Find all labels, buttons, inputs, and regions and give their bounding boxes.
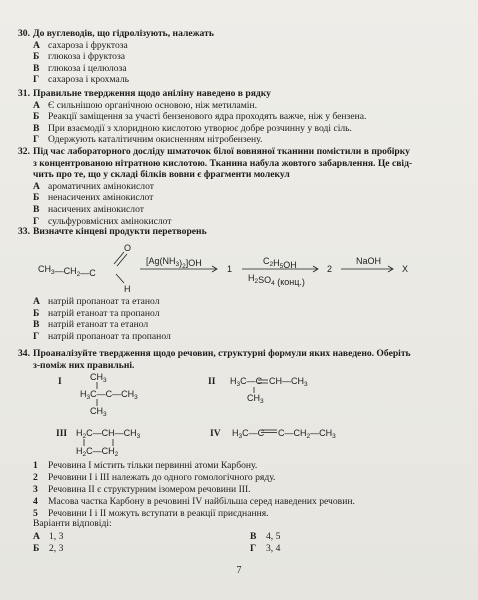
question-number: 34. (18, 348, 30, 359)
answer-b[interactable]: Б 2, 3 (33, 543, 64, 554)
option-v[interactable]: В При взаємодії з хлоридною кислотою утворює добре розчинну у воді сіль. (33, 122, 352, 134)
answer-a[interactable]: А 1, 3 (33, 531, 64, 542)
option-a[interactable]: А натрій пропаноат та етанол (33, 296, 160, 307)
variants-title: Варіанти відповіді: (33, 518, 112, 529)
option-v[interactable]: В натрій етаноат та етанол (33, 319, 149, 331)
oxygen-atom: O (124, 243, 132, 253)
label-i: I (58, 377, 62, 387)
start-compound: $CH_3—CH_2—C$ (38, 264, 96, 278)
question-number: 31. (18, 88, 30, 99)
struct-iii-top: $H_2C—CH—CH_3$ (76, 428, 141, 440)
struct-ii-right: $CH—CH_3$ (269, 376, 308, 388)
statement: 2 Речовини I і III належать до одного гомологічного ряду. (33, 472, 276, 483)
option-v[interactable]: В глюкоза і целюлоза (33, 62, 127, 74)
question-34 (18, 348, 464, 371)
reagent-2-bottom: $H_2SO_4$ (конц.) (248, 273, 305, 287)
double-bond-line-1 (114, 252, 124, 264)
struct-ii-main: $H_3C—C$ (230, 376, 263, 388)
struct-i-top: $CH_3$ (90, 372, 107, 384)
question-33-options (18, 296, 464, 342)
question-number: 30. (18, 28, 30, 39)
struct-iii-bottom: $H_2C—CH_2$ (76, 446, 119, 458)
option-b[interactable]: Б глюкоза і фруктоза (33, 51, 126, 63)
reagent-2-top: $C_2H_5OH$ (263, 256, 297, 270)
question-text: До вуглеводів, що гідролізують, належать (33, 28, 214, 39)
question-text: Правильне твердження щодо аніліну наведено в рядку (33, 88, 271, 99)
product-x: X (402, 264, 409, 274)
option-b[interactable]: Б натрій етаноат та пропанол (33, 307, 160, 319)
struct-ii-bottom: $CH_3$ (247, 393, 264, 405)
option-g[interactable]: Г сульфуровмісних амінокислот (33, 215, 172, 227)
struct-i-bottom: $CH_3$ (90, 406, 107, 418)
statement: 4 Масова частка Карбону в речовині IV найбільша серед наведених речовин. (33, 496, 355, 507)
reagent-3: NaOH (356, 256, 382, 266)
page-number: 7 (236, 565, 242, 576)
reagent-1: $[Ag(NH_3)_2]OH$ (146, 256, 202, 270)
option-v[interactable]: В насичених амінокислот (33, 203, 144, 215)
h-bond-line (116, 274, 124, 283)
question-text: Проаналізуйте твердження щодо речовин, структурні формули яких наведено. Оберіть з-поміж них правильні. (33, 348, 411, 371)
product-1: 1 (227, 264, 233, 274)
question-text: Визначте кінцеві продукти перетворень (33, 226, 207, 237)
question-text: Під час лабораторного досліду шматочок білої вовняної тканини помістили в пробірку з концентрованою нітратною кислотою. Тканина набула жовтого забарвлення. Це свід- чить про те, що у складі білків вовни є фрагменти молекул (33, 146, 413, 181)
answer-g[interactable]: Г 3, 4 (250, 543, 281, 554)
option-a[interactable]: А Є сильнішою органічною основою, ніж метиламін. (33, 99, 257, 111)
label-ii: II (208, 377, 216, 387)
option-b[interactable]: Б Реакції заміщення за участі бензенового ядра проходять важче, ніж у бензена. (33, 111, 367, 123)
double-bond-line-2 (117, 254, 127, 266)
struct-i-mid: $H_3C—C—CH_3$ (80, 389, 138, 401)
label-iii: III (56, 429, 68, 439)
option-g[interactable]: Г натрій пропаноат та пропанол (33, 330, 171, 342)
statements-list (33, 460, 464, 520)
statement: 3 Речовина II є структурним ізомером речовини III. (33, 484, 251, 495)
option-a[interactable]: А ароматичних амінокислот (33, 180, 154, 192)
question-number: 33. (18, 226, 30, 237)
statement: 1 Речовина I містить тільки первинні атоми Карбону. (33, 460, 258, 471)
label-iv: IV (210, 429, 221, 439)
option-b[interactable]: Б ненасичених амінокислот (33, 192, 154, 204)
statement: 5 Речовини I і II можуть вступати в реакції приєднання. (33, 508, 269, 519)
struct-iv-left: $H_3C—C$ (232, 428, 265, 440)
answer-v[interactable]: В 4, 5 (250, 531, 281, 542)
product-2: 2 (327, 264, 333, 274)
option-g[interactable]: Г Одержують каталітичним окисненням нітробензену. (33, 134, 263, 146)
struct-iv-right: $C—CH_2—CH_3$ (278, 428, 336, 440)
hydrogen-atom: H (124, 284, 131, 294)
question-number: 32. (18, 146, 30, 157)
option-a[interactable]: А сахароза і фруктоза (33, 39, 128, 51)
option-g[interactable]: Г сахароза і крохмаль (33, 74, 129, 86)
